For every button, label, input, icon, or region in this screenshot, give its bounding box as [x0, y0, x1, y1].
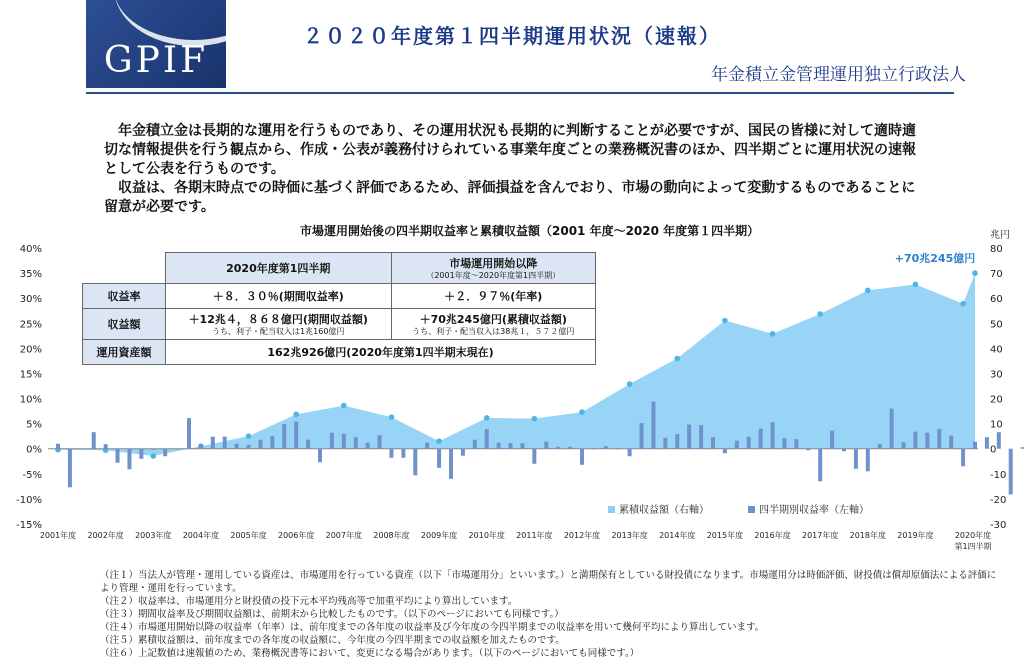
return-rate-quarter: ＋８．３０％(期間収益率) — [166, 284, 392, 309]
x-tick-label: 2005年度 — [230, 531, 267, 540]
return-rate-annual: ＋２．９７％(年率) — [391, 284, 596, 309]
quarterly-return-bar — [1009, 449, 1013, 495]
quarterly-return-bar — [509, 443, 513, 449]
quarterly-return-bar — [866, 449, 870, 472]
legend-label: 累積収益額（右軸） — [619, 505, 709, 516]
quarterly-return-bar — [92, 432, 96, 449]
x-tick-label: 2013年度 — [611, 531, 648, 540]
x-tick-label: 2017年度 — [802, 531, 839, 540]
quarterly-return-bar — [925, 433, 929, 449]
right-axis-tick-label: -30 — [990, 520, 1007, 531]
quarterly-return-bar — [366, 443, 370, 449]
legend-swatch — [748, 506, 755, 513]
x-tick-label: 2007年度 — [325, 531, 362, 540]
left-axis-tick-label: 0% — [26, 444, 42, 456]
intro-paragraph-2: 収益は、各期末時点での時価に基づく評価であるため、評価損益を含んでおり、市場の動向によって変動するものであることに留意が必要です。 — [104, 180, 916, 215]
quarterly-return-bar — [616, 449, 620, 450]
x-tick-sublabel: 第1四半期 — [954, 542, 992, 551]
right-axis-tick-label: -10 — [990, 469, 1007, 481]
cumulative-point — [960, 301, 966, 307]
x-tick-label: 2014年度 — [659, 531, 696, 540]
chart-title: 市場運用開始後の四半期収益率と累積収益額（2001 年度～2020 年度第１四半期） — [300, 224, 760, 238]
quarterly-return-bar — [104, 444, 108, 449]
quarterly-return-bar — [759, 429, 763, 449]
right-axis-tick-label: 80 — [990, 244, 1003, 255]
left-axis-tick-label: -10% — [16, 494, 42, 506]
quarterly-return-bar — [735, 441, 739, 449]
x-tick-label: 2020年度 — [954, 531, 992, 540]
col2-header-sub: （2001年度～2020年度第1四半期） — [426, 271, 561, 280]
quarterly-return-bar — [294, 422, 298, 449]
quarterly-return-bar — [640, 423, 644, 449]
quarterly-return-bar — [711, 437, 715, 449]
cumulative-point — [150, 453, 156, 459]
quarterly-return-bar — [854, 449, 858, 469]
quarterly-return-bar — [723, 449, 727, 454]
quarterly-return-bar — [782, 438, 786, 449]
cumulative-point — [389, 414, 395, 420]
quarterly-return-bar — [389, 449, 393, 458]
quarterly-return-bar — [568, 447, 572, 449]
right-axis-tick-label: 50 — [990, 319, 1003, 331]
organization-name: 年金積立金管理運用独立行政法人 — [711, 65, 966, 85]
quarterly-return-bar — [449, 449, 453, 479]
intro-paragraph-1: 年金積立金は長期的な運用を行うものであり、その運用状況も長期的に判断することが必要ですが、国民の皆様に対して適時適切な情報提供を行う観点から、作成・公表が義務付けられている事業年度ごとの業務概況書のほか、四半期ごとに運用状況の速報として公表を行うものです。 — [104, 123, 916, 177]
cumulative-point — [674, 356, 680, 362]
x-tick-label: 2015年度 — [706, 531, 744, 540]
cumulative-point — [579, 409, 585, 415]
assets-value: 162兆926億円(2020年度第1四半期末現在) — [166, 340, 596, 365]
quarterly-return-bar — [1021, 447, 1024, 449]
quarterly-return-bar — [461, 449, 465, 456]
summary-table — [82, 252, 596, 365]
quarterly-return-bar — [592, 449, 596, 450]
x-tick-label: 2003年度 — [135, 531, 172, 540]
right-axis-tick-label: 70 — [990, 269, 1003, 281]
quarterly-return-bar — [56, 444, 60, 449]
x-tick-label: 2012年度 — [563, 531, 601, 540]
cumulative-point — [436, 438, 442, 444]
footnote-4: （注４）市場運用開始以降の収益率（年率）は、前年度までの各年度の収益率及び今年度の今四半期までの収益率を用いて幾何平均により算出しています。 — [100, 622, 765, 633]
quarterly-return-bar — [556, 447, 560, 449]
quarterly-return-bar — [187, 418, 191, 449]
x-tick-label: 2002年度 — [87, 531, 124, 540]
quarterly-return-bar — [282, 424, 286, 449]
col2-header — [391, 253, 596, 284]
x-tick-label: 2004年度 — [182, 531, 220, 540]
quarterly-return-bar — [842, 449, 846, 452]
quarterly-return-bar — [628, 449, 632, 457]
quarterly-return-bar — [211, 437, 215, 449]
quarterly-return-bar — [139, 449, 143, 459]
quarterly-return-bar — [949, 436, 953, 449]
quarterly-return-bar — [306, 440, 310, 449]
row-label-return-rate: 収益率 — [83, 284, 166, 309]
x-tick-label: 2008年度 — [373, 531, 410, 540]
quarterly-return-bar — [80, 449, 84, 450]
quarterly-return-bar — [425, 443, 429, 449]
quarterly-return-bar — [687, 425, 691, 449]
quarterly-return-bar — [544, 442, 548, 449]
left-axis-tick-label: 40% — [19, 244, 42, 255]
quarterly-return-bar — [878, 444, 882, 449]
x-tick-label: 2011年度 — [516, 531, 553, 540]
quarterly-return-bar — [771, 422, 775, 449]
quarterly-return-bar — [413, 449, 417, 476]
x-tick-label: 2009年度 — [420, 531, 458, 540]
quarterly-return-bar — [258, 440, 262, 449]
row-label-assets: 運用資産額 — [83, 340, 166, 365]
quarterly-return-bar — [247, 445, 251, 449]
quarterly-return-bar — [806, 449, 810, 451]
legend-label: 四半期別収益率（左軸） — [759, 505, 869, 516]
right-axis-tick-label: 40 — [990, 344, 1003, 356]
quarterly-return-bar — [163, 449, 167, 457]
quarterly-return-bar — [485, 429, 489, 449]
quarterly-return-bar — [532, 449, 536, 464]
cumulative-point — [627, 381, 633, 387]
quarterly-return-bar — [997, 432, 1001, 449]
left-axis-tick-label: 30% — [19, 294, 42, 306]
quarterly-return-bar — [354, 437, 358, 449]
right-axis-tick-label: 30 — [990, 369, 1003, 381]
quarterly-return-bar — [830, 431, 834, 449]
cumulative-point — [246, 433, 252, 439]
quarterly-return-bar — [663, 438, 667, 449]
col1-header: 2020年度第1四半期 — [166, 253, 392, 284]
page-title: ２０２０年度第１四半期運用状況（速報） — [303, 24, 721, 48]
footnotes — [100, 569, 1010, 660]
cumulative-point — [972, 270, 978, 276]
right-axis-tick-label: 60 — [990, 294, 1003, 306]
quarterly-return-bar — [235, 444, 239, 449]
quarterly-return-bar — [473, 440, 477, 449]
footnote-3: （注３）期間収益率及び期間収益額は、前期末から比較したものです。（以下のページにおいても同様です。） — [100, 609, 564, 620]
quarterly-return-bar — [937, 429, 941, 449]
row-label-return-amount: 収益額 — [83, 309, 166, 340]
quarterly-return-bar — [199, 444, 203, 449]
left-axis-tick-label: -15% — [16, 520, 42, 531]
right-axis-unit: 兆円 — [990, 230, 1010, 241]
quarterly-return-bar — [378, 435, 382, 449]
quarterly-return-bar — [330, 433, 334, 449]
left-axis-tick-label: 15% — [19, 369, 42, 381]
x-tick-label: 2019年度 — [897, 531, 934, 540]
quarterly-return-bar — [902, 442, 906, 449]
quarterly-return-bar — [818, 449, 822, 482]
quarterly-return-bar — [342, 434, 346, 449]
quarterly-return-bar — [175, 449, 179, 450]
right-axis-tick-label: 20 — [990, 394, 1003, 406]
quarterly-return-bar — [973, 442, 977, 449]
cumulative-point — [865, 288, 871, 294]
quarterly-return-bar — [604, 446, 608, 449]
left-axis-tick-label: 20% — [19, 344, 42, 356]
left-axis-tick-label: -5% — [22, 469, 42, 481]
cumulative-point — [817, 311, 823, 317]
quarterly-return-bar — [651, 402, 655, 449]
return-amount-quarter: ＋12兆４，８６８億円(期間収益額) うち、利子・配当収入は1兆160億円 — [166, 309, 392, 340]
quarterly-return-bar — [890, 409, 894, 449]
cumulative-point — [293, 412, 299, 418]
x-tick-label: 2010年度 — [468, 531, 505, 540]
quarterly-return-bar — [318, 449, 322, 463]
quarterly-return-bar — [116, 449, 120, 463]
cumulative-point — [770, 331, 776, 337]
quarterly-return-bar — [223, 437, 227, 449]
logo-text: GPIF — [103, 40, 209, 81]
quarterly-return-bar — [985, 437, 989, 449]
footnote-1: （注１）当法人が管理・運用している資産は、市場運用を行っている資産（以下「市場運用分」といいます。）と満期保有としている財投債になります。市場運用分は時価評価、財投債は償却原価法による評価により管理・運用を行っています。 — [100, 570, 997, 594]
right-axis-tick-label: -20 — [990, 494, 1007, 506]
col2-header-main: 市場運用開始以降 — [449, 257, 538, 270]
footnote-6: （注６）上記数値は速報値のため、業務概況書等において、変更になる場合があります。（以下のページにおいても同様です。） — [100, 648, 640, 659]
x-tick-label: 2016年度 — [754, 531, 791, 540]
quarterly-return-bar — [68, 449, 72, 488]
quarterly-return-bar — [913, 432, 917, 449]
quarterly-return-bar — [497, 443, 501, 449]
quarterly-return-bar — [675, 434, 679, 449]
left-axis-tick-label: 5% — [26, 419, 42, 431]
quarterly-return-bar — [794, 439, 798, 449]
cumulative-point — [341, 403, 347, 409]
quarterly-return-bar — [699, 425, 703, 449]
left-axis-tick-label: 35% — [19, 269, 42, 281]
quarterly-return-bar — [437, 449, 441, 468]
footnote-5: （注５）累積収益額は、前年度までの各年度の収益額に、今年度の今四半期までの収益額を加えたものです。 — [100, 635, 565, 646]
footnote-2: （注２）収益率は、市場運用分と財投債の投下元本平均残高等で加重平均により算出しています。 — [100, 596, 518, 607]
return-amount-cumulative: ＋70兆245億円(累積収益額) うち、利子・配当収入は38兆１，５７２億円 — [391, 309, 596, 340]
left-axis-tick-label: 25% — [19, 319, 42, 331]
right-axis-tick-label: 10 — [990, 419, 1003, 431]
quarterly-return-bar — [401, 449, 405, 458]
right-axis-tick-label: 0 — [990, 444, 997, 456]
summary-table-corner — [83, 253, 166, 284]
annotation-latest-cumulative: +70兆245億円 — [894, 252, 976, 265]
x-tick-label: 2001年度 — [39, 531, 77, 540]
cumulative-point — [722, 318, 728, 324]
quarterly-return-bar — [520, 443, 524, 449]
quarterly-return-bar — [270, 436, 274, 449]
quarterly-return-bar — [747, 437, 751, 449]
quarterly-return-bar — [151, 449, 155, 450]
cumulative-point — [913, 282, 919, 288]
left-axis-tick-label: 10% — [19, 394, 42, 406]
legend-swatch — [608, 506, 615, 513]
cumulative-point — [484, 415, 490, 421]
quarterly-return-bar — [961, 449, 965, 467]
x-tick-label: 2006年度 — [278, 531, 315, 540]
quarterly-return-bar — [580, 449, 584, 465]
quarterly-return-bar — [127, 449, 131, 470]
x-tick-label: 2018年度 — [849, 531, 886, 540]
cumulative-point — [532, 416, 538, 422]
